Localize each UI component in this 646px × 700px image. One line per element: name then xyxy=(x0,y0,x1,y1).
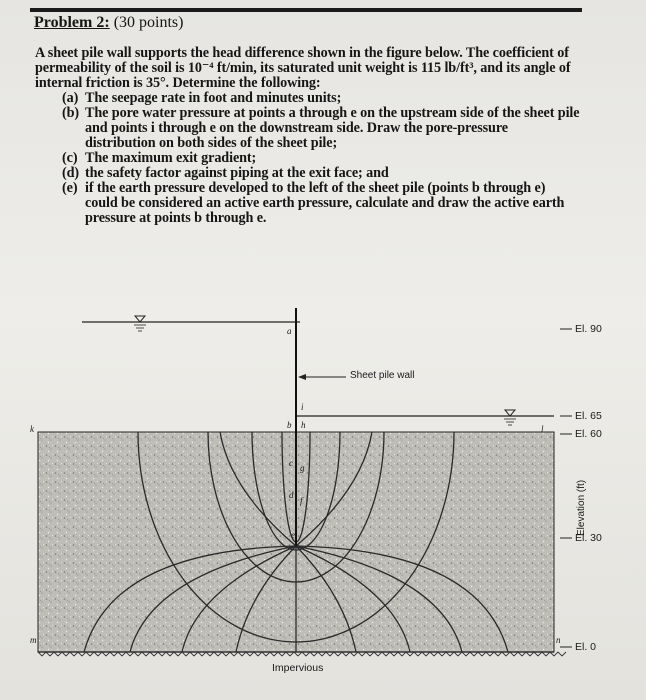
point-l-label: l xyxy=(541,424,544,434)
sheet-pile-wall-label: Sheet pile wall xyxy=(350,370,415,381)
problem-points: (30 points) xyxy=(113,14,184,31)
question-b xyxy=(35,106,580,151)
problem-statement xyxy=(35,46,580,226)
point-e-label: e xyxy=(291,530,295,540)
flow-net-svg xyxy=(0,300,646,700)
point-n-label: n xyxy=(556,635,561,645)
problem-label: Problem 2: xyxy=(34,14,110,31)
point-g-label: g xyxy=(300,463,305,473)
elevation-60-label: El. 60 xyxy=(575,428,602,440)
point-f-label: f xyxy=(300,496,303,506)
question-marker: (d) xyxy=(62,165,80,181)
point-c-label: c xyxy=(289,458,293,468)
question-text: The maximum exit gradient; xyxy=(85,150,257,166)
elevation-0-label: El. 0 xyxy=(575,641,597,653)
question-c xyxy=(35,151,580,166)
question-marker: (e) xyxy=(62,180,78,196)
point-k-label: k xyxy=(30,424,34,434)
question-a xyxy=(35,91,580,106)
flow-net-figure xyxy=(0,300,646,700)
question-marker: (b) xyxy=(62,105,80,121)
elevation-ticks xyxy=(560,329,572,647)
question-text: The pore water pressure at points a through e on the upstream side of the sheet pile and points i through e on the downstream side. Draw the pore-pressure distribution on both sides of the sheet pile; xyxy=(85,105,580,151)
top-rule xyxy=(30,8,582,12)
elevation-30-label: El. 30 xyxy=(575,532,602,544)
question-text: the safety factor against piping at the exit face; and xyxy=(85,165,389,181)
question-text: if the earth pressure developed to the left of the sheet pile (points b through e) could be considered an active earth pressure, calculate and draw the active earth pressure at points b through e. xyxy=(85,180,565,226)
point-i-label: i xyxy=(301,402,304,412)
question-e xyxy=(35,181,580,226)
question-marker: (c) xyxy=(62,150,78,166)
point-b-label: b xyxy=(287,420,292,430)
question-list xyxy=(35,91,580,226)
question-marker: (a) xyxy=(62,90,79,106)
impervious-layer xyxy=(38,652,566,656)
elevation-65-label: El. 65 xyxy=(575,410,602,422)
downstream-water-marker xyxy=(504,410,516,425)
elevation-axis-label: Elevation (ft) xyxy=(576,479,587,536)
problem-title xyxy=(34,14,183,32)
impervious-label: Impervious xyxy=(272,662,324,674)
question-d xyxy=(35,166,580,181)
elevation-90-label: El. 90 xyxy=(575,323,602,335)
upstream-water-marker xyxy=(134,316,146,331)
wall-leader-arrowhead xyxy=(298,374,306,380)
point-h-label: h xyxy=(301,420,306,430)
question-text: The seepage rate in foot and minutes units; xyxy=(85,90,342,106)
point-a-label: a xyxy=(287,326,292,336)
point-m-label: m xyxy=(30,635,37,645)
point-d-label: d xyxy=(289,490,294,500)
intro-paragraph: A sheet pile wall supports the head difference shown in the figure below. The coefficient of permeability of the soil is 10⁻⁴ ft/min, its saturated unit weight is 115 lb/ft³, and its angle of internal friction is 35°. Determine the following: xyxy=(35,45,571,91)
